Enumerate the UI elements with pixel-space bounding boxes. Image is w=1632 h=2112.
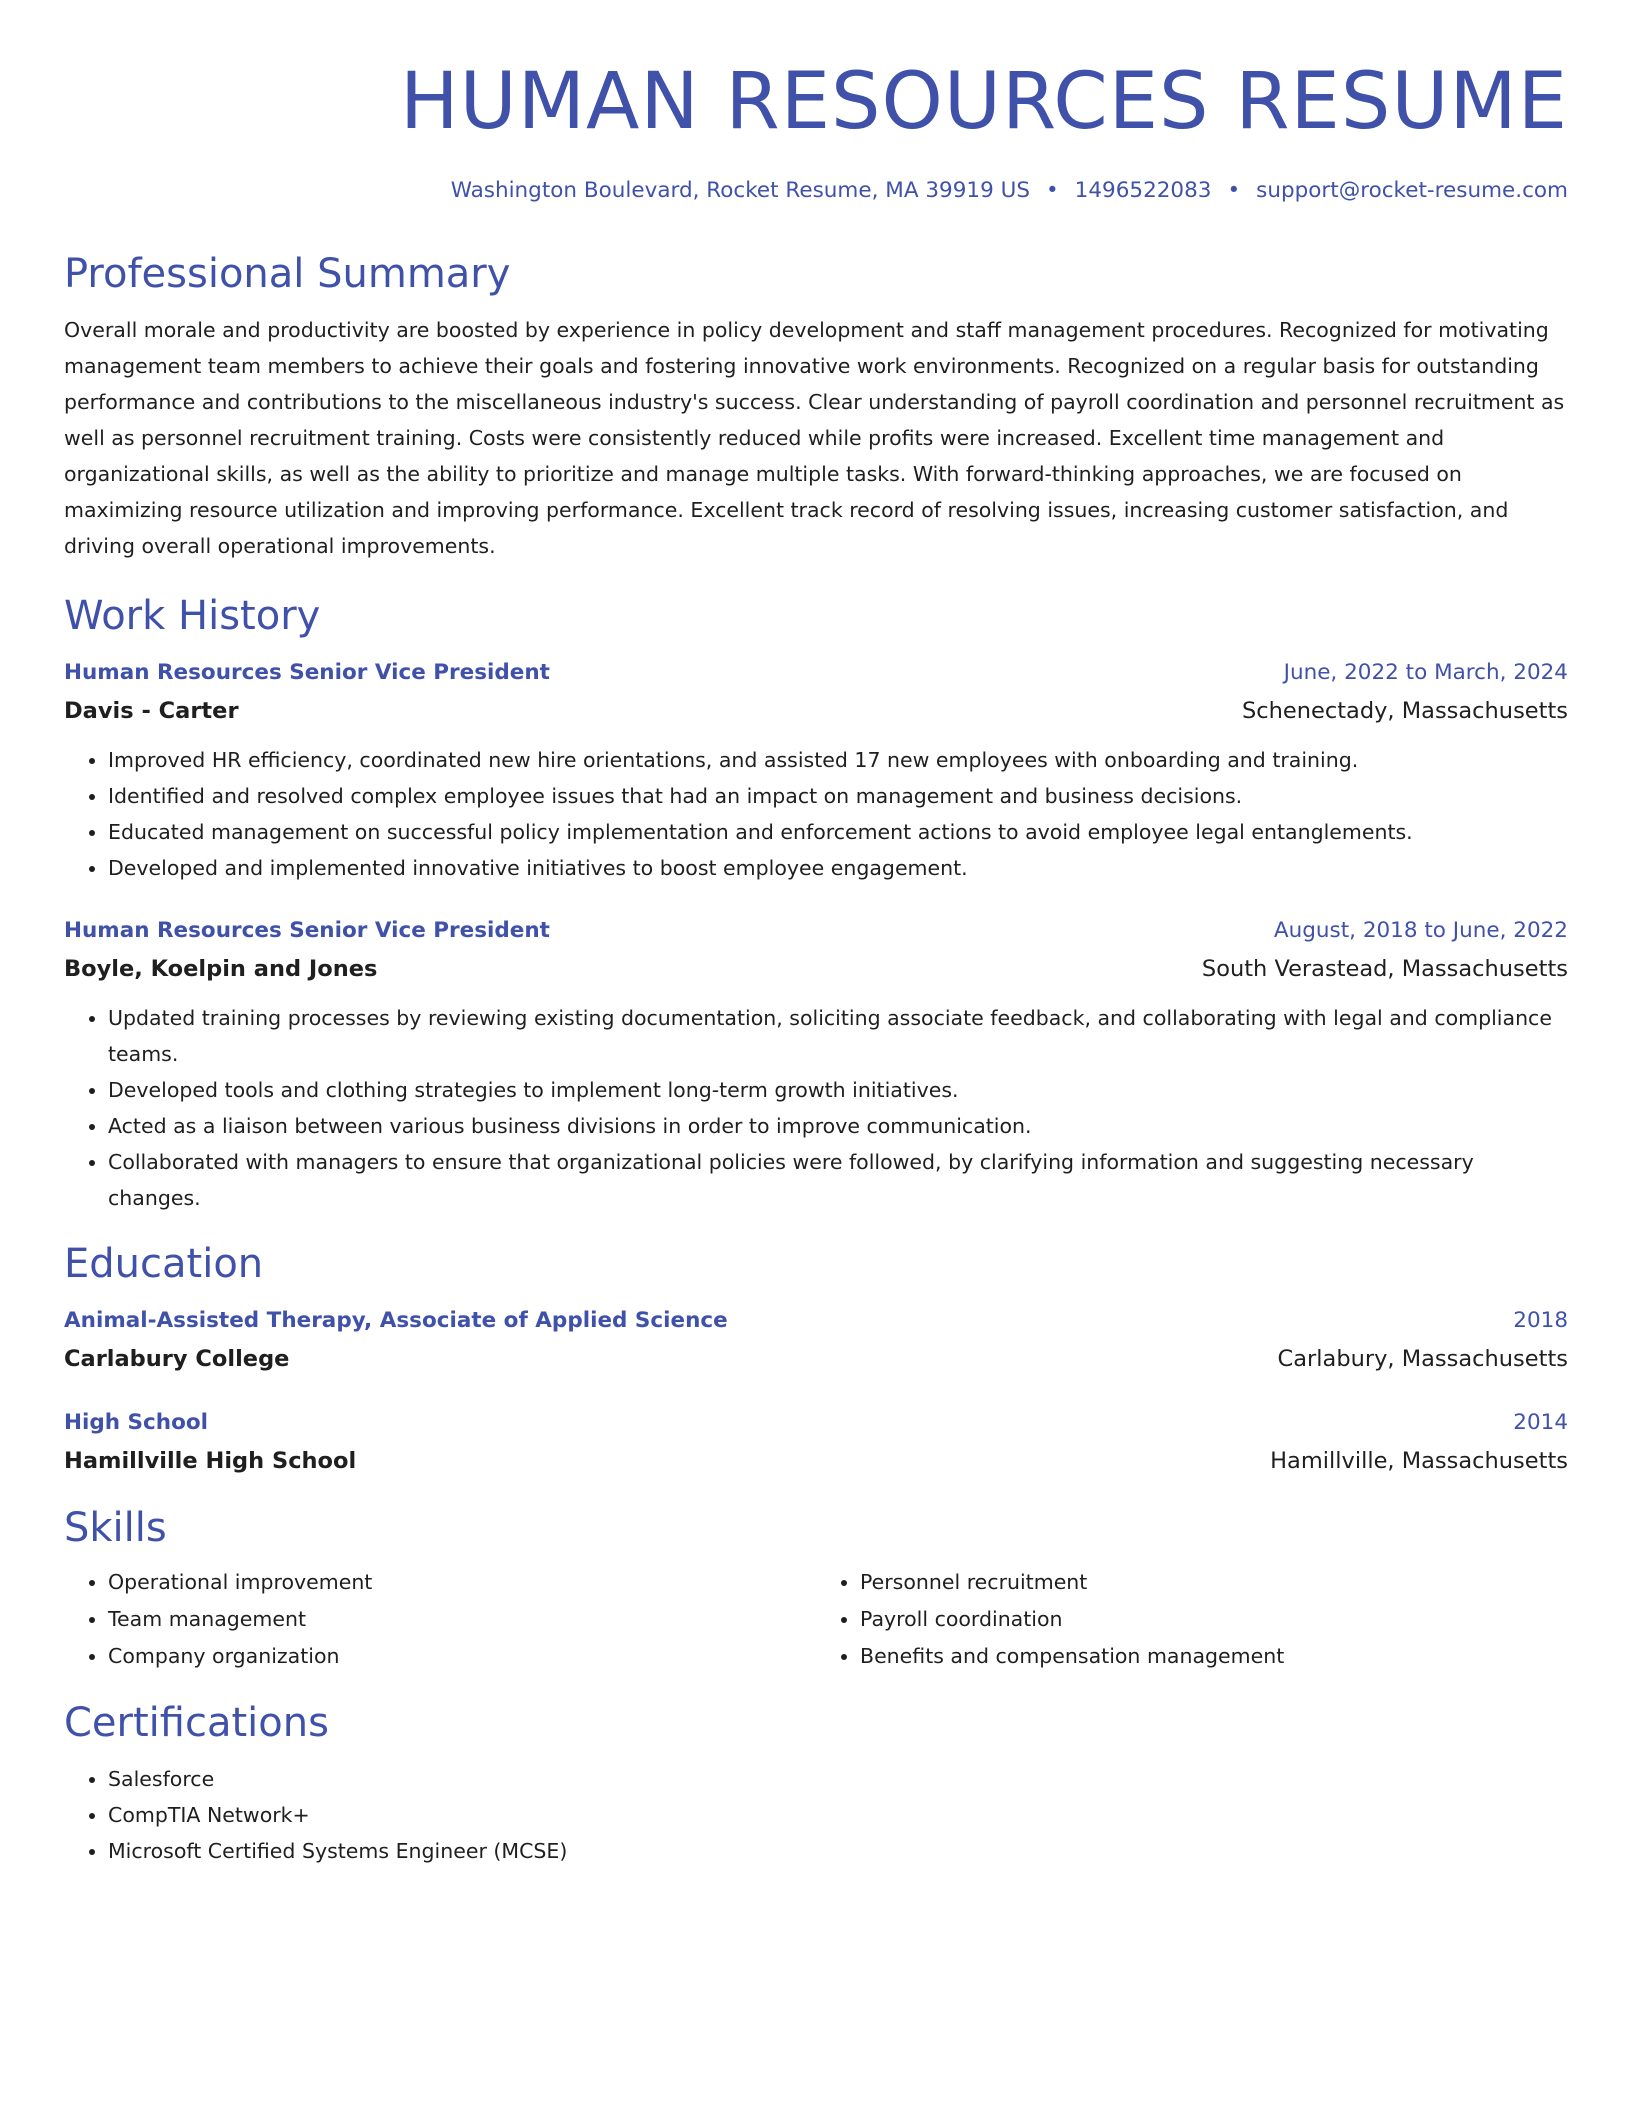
summary-text: Overall morale and productivity are boosted by experience in policy development and staff management procedures. Recognized for motivating management team members to achieve their goals and fostering innovative work environments. Recognized on a regular basis for outstanding performance and contributions to the miscellaneous industry's success. Clear understanding of payroll coordination and personnel recruitment as well as personnel recruitment training. Costs were consistently reduced while profits were increased. Excellent time management and organizational skills, as well as the ability to prioritize and manage multiple tasks. With forward-thinking approaches, we are focused on maximizing resource utilization and improving performance. Excellent track record of resolving issues, increasing customer satisfaction, and driving overall operational improvements. bbox=[64, 318, 1565, 558]
job-location: Schenectady, Massachusetts bbox=[1242, 698, 1568, 724]
resume-title: HUMAN RESOURCES RESUME bbox=[399, 57, 1568, 147]
skills-grid bbox=[64, 1564, 1568, 1675]
job-bullet: • Developed and implemented innovative initiatives to boost employee engagement. bbox=[108, 850, 1568, 886]
contact-address: Washington Boulevard, Rocket Resume, MA 39919 US bbox=[450, 178, 1030, 203]
skills-heading: Skills bbox=[64, 1505, 167, 1551]
certifications-list bbox=[64, 1761, 1568, 1869]
education-degree: High School bbox=[64, 1410, 208, 1435]
contact-separator: • bbox=[1227, 178, 1241, 203]
job-bullet: • Improved HR efficiency, coordinated new hire orientations, and assisted 17 new employees with onboarding and training. bbox=[108, 742, 1568, 778]
job-bullet: • Identified and resolved complex employee issues that had an impact on management and business decisions. bbox=[108, 778, 1568, 814]
job-company: Davis - Carter bbox=[64, 698, 239, 724]
education-location: Hamillville, Massachusetts bbox=[1270, 1448, 1568, 1474]
education-entry bbox=[64, 1304, 1568, 1378]
job-company: Boyle, Koelpin and Jones bbox=[64, 956, 378, 982]
job-dates: August, 2018 to June, 2022 bbox=[1273, 918, 1568, 943]
work-history-heading: Work History bbox=[64, 593, 321, 639]
job-bullet: • Educated management on successful policy implementation and enforcement actions to avoid employee legal entanglements. bbox=[108, 814, 1568, 850]
certification-item: • Microsoft Certified Systems Engineer (MCSE) bbox=[108, 1833, 1568, 1869]
job-bullets bbox=[64, 742, 1568, 886]
education-degree: Animal-Assisted Therapy, Associate of Applied Science bbox=[64, 1308, 728, 1333]
contact-phone: 1496522083 bbox=[1074, 178, 1212, 203]
certifications-heading: Certifications bbox=[64, 1700, 329, 1746]
education-year: 2014 bbox=[1513, 1410, 1568, 1435]
job-location: South Verastead, Massachusetts bbox=[1201, 956, 1568, 982]
job-bullet: • Updated training processes by reviewing existing documentation, soliciting associate feedback, and collaborating with legal and compliance teams. bbox=[108, 1000, 1568, 1072]
certification-item: • CompTIA Network+ bbox=[108, 1797, 1568, 1833]
education-school: Hamillville High School bbox=[64, 1448, 357, 1474]
job-entry bbox=[64, 656, 1568, 886]
skills-list-right bbox=[816, 1564, 1568, 1675]
skill-item: • Company organization bbox=[108, 1638, 816, 1675]
education-heading: Education bbox=[64, 1241, 264, 1287]
certification-item: • Salesforce bbox=[108, 1761, 1568, 1797]
skills-list-left bbox=[64, 1564, 816, 1675]
job-title: Human Resources Senior Vice President bbox=[64, 918, 550, 943]
skill-item: • Personnel recruitment bbox=[860, 1564, 1568, 1601]
skill-item: • Payroll coordination bbox=[860, 1601, 1568, 1638]
job-bullets bbox=[64, 1000, 1568, 1216]
job-dates: June, 2022 to March, 2024 bbox=[1283, 660, 1568, 685]
education-location: Carlabury, Massachusetts bbox=[1277, 1346, 1568, 1372]
education-school: Carlabury College bbox=[64, 1346, 290, 1372]
job-bullet: • Developed tools and clothing strategies to implement long-term growth initiatives. bbox=[108, 1072, 1568, 1108]
contact-email[interactable]: support@rocket-resume.com bbox=[1256, 178, 1568, 203]
education-entry bbox=[64, 1406, 1568, 1480]
skill-item: • Benefits and compensation management bbox=[860, 1638, 1568, 1675]
contact-separator: • bbox=[1045, 178, 1059, 203]
contact-line bbox=[64, 176, 1568, 206]
education-year: 2018 bbox=[1513, 1308, 1568, 1333]
skill-item: • Operational improvement bbox=[108, 1564, 816, 1601]
skill-item: • Team management bbox=[108, 1601, 816, 1638]
job-bullet: • Acted as a liaison between various business divisions in order to improve communication. bbox=[108, 1108, 1568, 1144]
job-bullet: • Collaborated with managers to ensure that organizational policies were followed, by clarifying information and suggesting necessary changes. bbox=[108, 1144, 1568, 1216]
summary-heading: Professional Summary bbox=[64, 251, 511, 297]
job-title: Human Resources Senior Vice President bbox=[64, 660, 550, 685]
job-entry bbox=[64, 914, 1568, 1216]
